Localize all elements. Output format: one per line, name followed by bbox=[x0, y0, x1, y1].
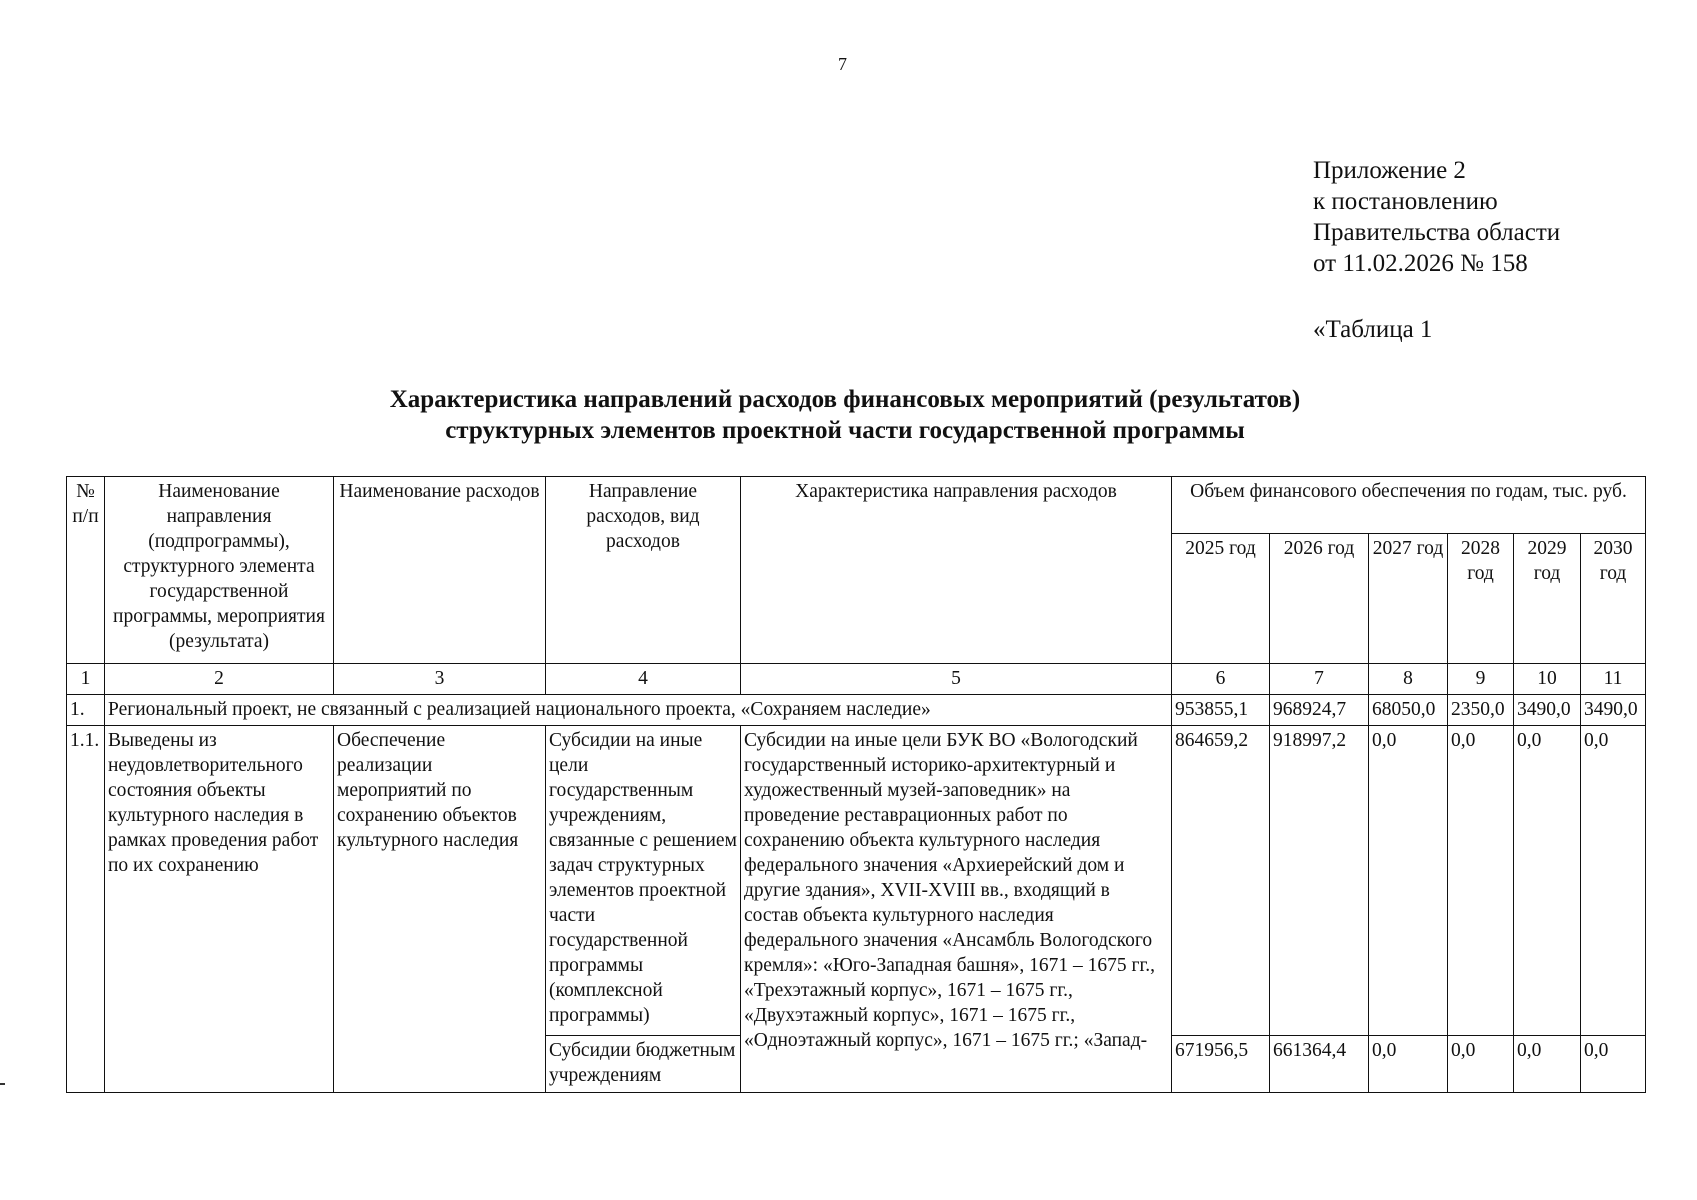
row-value: 864659,2 bbox=[1172, 726, 1270, 1036]
header-year: 2030 год bbox=[1581, 534, 1646, 664]
section-value: 968924,7 bbox=[1270, 695, 1369, 726]
header-year: 2027 год bbox=[1369, 534, 1448, 664]
row-value: 0,0 bbox=[1514, 1036, 1581, 1093]
section-value: 3490,0 bbox=[1581, 695, 1646, 726]
row-value: 0,0 bbox=[1448, 726, 1514, 1036]
appendix-line: Приложение 2 bbox=[1313, 157, 1466, 184]
row-direction: Выведены из неудовлетворительного состояния объекты культурного наследия в рамках проведения работ по их сохранению bbox=[105, 726, 334, 1093]
page-number: 7 bbox=[838, 54, 847, 74]
document-title bbox=[200, 384, 1490, 446]
row-value: 0,0 bbox=[1369, 1036, 1448, 1093]
row-value: 0,0 bbox=[1369, 726, 1448, 1036]
appendix-block bbox=[1313, 155, 1560, 279]
column-number: 10 bbox=[1514, 664, 1581, 695]
section-value: 2350,0 bbox=[1448, 695, 1514, 726]
header-characteristic: Характеристика направления расходов bbox=[741, 477, 1172, 664]
header-year: 2025 год bbox=[1172, 534, 1270, 664]
section-value: 68050,0 bbox=[1369, 695, 1448, 726]
header-expense-type: Направление расходов, вид расходов bbox=[546, 477, 741, 664]
row-value: 661364,4 bbox=[1270, 1036, 1369, 1093]
row-value: 0,0 bbox=[1514, 726, 1581, 1036]
row-value: 0,0 bbox=[1581, 1036, 1646, 1093]
expenses-table bbox=[66, 476, 1646, 1093]
section-row bbox=[67, 695, 1646, 726]
row-expense-type: Субсидии бюджетным учреждениям bbox=[546, 1036, 741, 1093]
appendix-line: от 11.02.2026 № 158 bbox=[1313, 250, 1528, 277]
header-expense-name: Наименование расходов bbox=[334, 477, 546, 664]
row-expense-name: Обеспечение реализации мероприятий по сохранению объектов культурного наследия bbox=[334, 726, 546, 1093]
column-number: 2 bbox=[105, 664, 334, 695]
row-characteristic: Субсидии на иные цели БУК ВО «Вологодский государственный историко-архитектурный и художественный музей-заповедник» на проведение реставрационных работ по сохранению объекта культурного наследия федерального значения «Архиерейский дом и другие здания», XVII-XVIII вв., входящий в состав объекта культурного наследия федерального значения «Ансамбль Вологодского кремля»: «Юго-Западная башня», 1671 – 1675 гг., «Трехэтажный корпус», 1671 – 1675 гг., «Двухэтажный корпус», 1671 – 1675 гг., «Одноэтажный корпус», 1671 – 1675 гг.; «Запад- bbox=[741, 726, 1172, 1093]
margin-mark bbox=[0, 1083, 5, 1085]
appendix-line: Правительства области bbox=[1313, 219, 1561, 246]
header-row bbox=[67, 477, 1646, 534]
column-number: 3 bbox=[334, 664, 546, 695]
section-num: 1. bbox=[67, 695, 105, 726]
column-number: 9 bbox=[1448, 664, 1514, 695]
column-number: 7 bbox=[1270, 664, 1369, 695]
column-number: 1 bbox=[67, 664, 105, 695]
section-value: 953855,1 bbox=[1172, 695, 1270, 726]
column-number: 4 bbox=[546, 664, 741, 695]
data-row bbox=[67, 726, 1646, 1036]
header-direction: Наименование направления (подпрограммы), структурного элемента государственной программы, мероприятия (результата) bbox=[105, 477, 334, 664]
row-expense-type: Субсидии на иные цели государственным учреждениям, связанные с решением задач структурных элементов проектной части государственной программы (комплексной программы) bbox=[546, 726, 741, 1036]
header-year: 2026 год bbox=[1270, 534, 1369, 664]
row-value: 671956,5 bbox=[1172, 1036, 1270, 1093]
header-year: 2029 год bbox=[1514, 534, 1581, 664]
column-number: 11 bbox=[1581, 664, 1646, 695]
column-number: 8 bbox=[1369, 664, 1448, 695]
appendix-line: к постановлению bbox=[1313, 188, 1498, 215]
header-year: 2028 год bbox=[1448, 534, 1514, 664]
row-value: 0,0 bbox=[1448, 1036, 1514, 1093]
column-number: 6 bbox=[1172, 664, 1270, 695]
row-value: 0,0 bbox=[1581, 726, 1646, 1036]
table-label: «Таблица 1 bbox=[1313, 316, 1433, 343]
header-num: № п/п bbox=[67, 477, 105, 664]
column-number: 5 bbox=[741, 664, 1172, 695]
column-number-row bbox=[67, 664, 1646, 695]
row-value: 918997,2 bbox=[1270, 726, 1369, 1036]
title-line-2: структурных элементов проектной части государственной программы bbox=[445, 417, 1245, 444]
row-num: 1.1. bbox=[67, 726, 105, 1093]
header-financing: Объем финансового обеспечения по годам, тыс. руб. bbox=[1172, 477, 1646, 534]
section-name: Региональный проект, не связанный с реализацией национального проекта, «Сохраняем наследие» bbox=[105, 695, 1172, 726]
title-line-1: Характеристика направлений расходов финансовых мероприятий (результатов) bbox=[389, 386, 1301, 413]
section-value: 3490,0 bbox=[1514, 695, 1581, 726]
